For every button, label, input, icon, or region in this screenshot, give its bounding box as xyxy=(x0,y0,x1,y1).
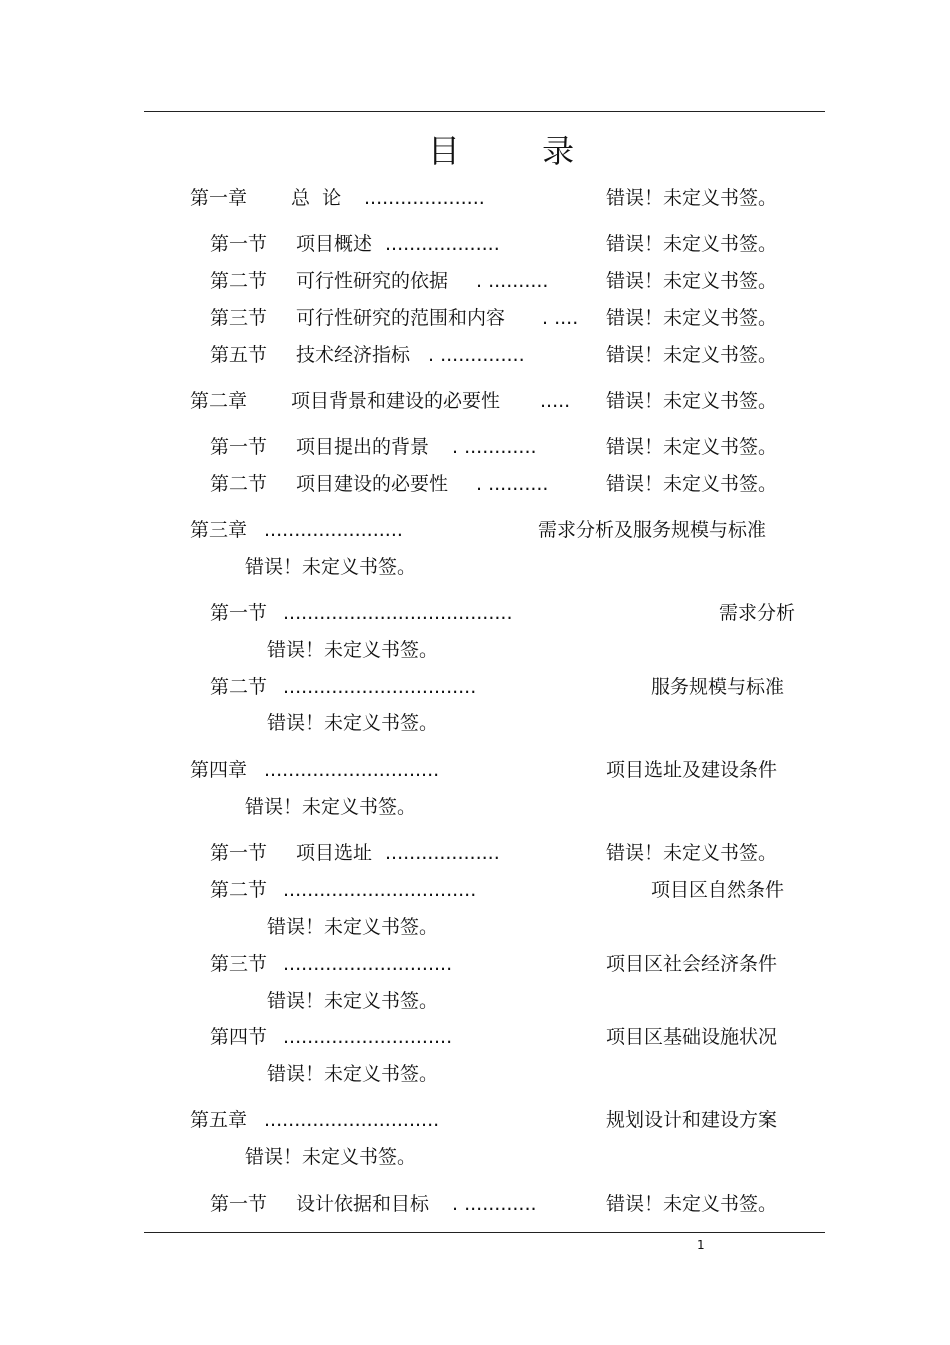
toc-leader-dots: ....................... xyxy=(264,519,403,541)
toc-error-text[interactable]: 错误！未定义书签。 xyxy=(606,307,778,329)
toc-leader-dots: ................................ xyxy=(283,676,477,698)
toc-error-text[interactable]: 错误！未定义书签。 xyxy=(606,473,778,495)
toc-chapter-number[interactable]: 第二章 xyxy=(190,390,248,412)
toc-leader-dots: . ............ xyxy=(452,436,537,458)
toc-section-number[interactable]: 第一节 xyxy=(210,602,268,624)
toc-error-text[interactable]: 错误！未定义书签。 xyxy=(245,556,417,578)
toc-section-title[interactable]: 项目区社会经济条件 xyxy=(606,953,778,975)
toc-section-number[interactable]: 第二节 xyxy=(210,676,268,698)
toc-section-title[interactable]: 服务规模与标准 xyxy=(651,676,785,698)
toc-section-title[interactable]: 项目建设的必要性 xyxy=(296,473,449,495)
toc-chapter-title[interactable]: 规划设计和建设方案 xyxy=(606,1109,778,1131)
toc-section-title[interactable]: 项目提出的背景 xyxy=(296,436,430,458)
toc-section-number[interactable]: 第二节 xyxy=(210,473,268,495)
toc-leader-dots: ..... xyxy=(540,390,571,412)
toc-section-number[interactable]: 第二节 xyxy=(210,270,268,292)
toc-error-text[interactable]: 错误！未定义书签。 xyxy=(606,270,778,292)
toc-chapter-title[interactable]: 总 论 xyxy=(291,187,342,209)
toc-section-number[interactable]: 第一节 xyxy=(210,436,268,458)
toc-section-number[interactable]: 第三节 xyxy=(210,307,268,329)
toc-leader-dots: .................... xyxy=(364,187,485,209)
header-rule xyxy=(144,111,825,112)
toc-chapter-number[interactable]: 第五章 xyxy=(190,1109,248,1131)
toc-section-number[interactable]: 第二节 xyxy=(210,879,268,901)
toc-leader-dots: . .............. xyxy=(428,344,525,366)
toc-error-text[interactable]: 错误！未定义书签。 xyxy=(606,187,778,209)
toc-section-title[interactable]: 项目区自然条件 xyxy=(651,879,785,901)
toc-error-text[interactable]: 错误！未定义书签。 xyxy=(606,390,778,412)
toc-chapter-number[interactable]: 第一章 xyxy=(190,187,248,209)
page-number: 1 xyxy=(697,1238,705,1252)
toc-leader-dots: . .......... xyxy=(476,473,549,495)
toc-leader-dots: . .... xyxy=(542,307,579,329)
toc-section-title[interactable]: 技术经济指标 xyxy=(296,344,411,366)
toc-leader-dots: ................................ xyxy=(283,879,477,901)
toc-section-title[interactable]: 设计依据和目标 xyxy=(296,1193,430,1215)
toc-section-title[interactable]: 可行性研究的范围和内容 xyxy=(296,307,506,329)
toc-section-number[interactable]: 第五节 xyxy=(210,344,268,366)
toc-chapter-number[interactable]: 第三章 xyxy=(190,519,248,541)
toc-section-number[interactable]: 第三节 xyxy=(210,953,268,975)
toc-error-text[interactable]: 错误！未定义书签。 xyxy=(245,1146,417,1168)
toc-error-text[interactable]: 错误！未定义书签。 xyxy=(245,796,417,818)
toc-leader-dots: ............................ xyxy=(283,1026,453,1048)
toc-leader-dots: ................... xyxy=(385,842,500,864)
toc-leader-dots: ...................................... xyxy=(283,602,513,624)
toc-section-title[interactable]: 需求分析 xyxy=(719,602,796,624)
toc-error-text[interactable]: 错误！未定义书签。 xyxy=(267,990,439,1012)
toc-section-number[interactable]: 第一节 xyxy=(210,842,268,864)
toc-error-text[interactable]: 错误！未定义书签。 xyxy=(606,436,778,458)
toc-error-text[interactable]: 错误！未定义书签。 xyxy=(606,344,778,366)
toc-error-text[interactable]: 错误！未定义书签。 xyxy=(267,712,439,734)
toc-leader-dots: . ............ xyxy=(452,1193,537,1215)
page-title: 目 录 xyxy=(427,132,611,170)
toc-section-number[interactable]: 第四节 xyxy=(210,1026,268,1048)
toc-chapter-title[interactable]: 项目背景和建设的必要性 xyxy=(291,390,501,412)
toc-error-text[interactable]: 错误！未定义书签。 xyxy=(267,1063,439,1085)
toc-leader-dots: ............................. xyxy=(264,1109,440,1131)
toc-leader-dots: . .......... xyxy=(476,270,549,292)
toc-leader-dots: ............................ xyxy=(283,953,453,975)
toc-section-number[interactable]: 第一节 xyxy=(210,1193,268,1215)
toc-error-text[interactable]: 错误！未定义书签。 xyxy=(606,233,778,255)
toc-chapter-number[interactable]: 第四章 xyxy=(190,759,248,781)
toc-section-title[interactable]: 项目概述 xyxy=(296,233,373,255)
toc-error-text[interactable]: 错误！未定义书签。 xyxy=(267,916,439,938)
toc-error-text[interactable]: 错误！未定义书签。 xyxy=(606,842,778,864)
toc-section-title[interactable]: 项目选址 xyxy=(296,842,373,864)
toc-leader-dots: ................... xyxy=(385,233,500,255)
toc-section-title[interactable]: 项目区基础设施状况 xyxy=(606,1026,778,1048)
toc-error-text[interactable]: 错误！未定义书签。 xyxy=(606,1193,778,1215)
toc-leader-dots: ............................. xyxy=(264,759,440,781)
toc-section-title[interactable]: 可行性研究的依据 xyxy=(296,270,449,292)
footer-rule xyxy=(144,1232,825,1233)
toc-chapter-title[interactable]: 需求分析及服务规模与标准 xyxy=(538,519,767,541)
toc-error-text[interactable]: 错误！未定义书签。 xyxy=(267,639,439,661)
toc-section-number[interactable]: 第一节 xyxy=(210,233,268,255)
toc-chapter-title[interactable]: 项目选址及建设条件 xyxy=(606,759,778,781)
